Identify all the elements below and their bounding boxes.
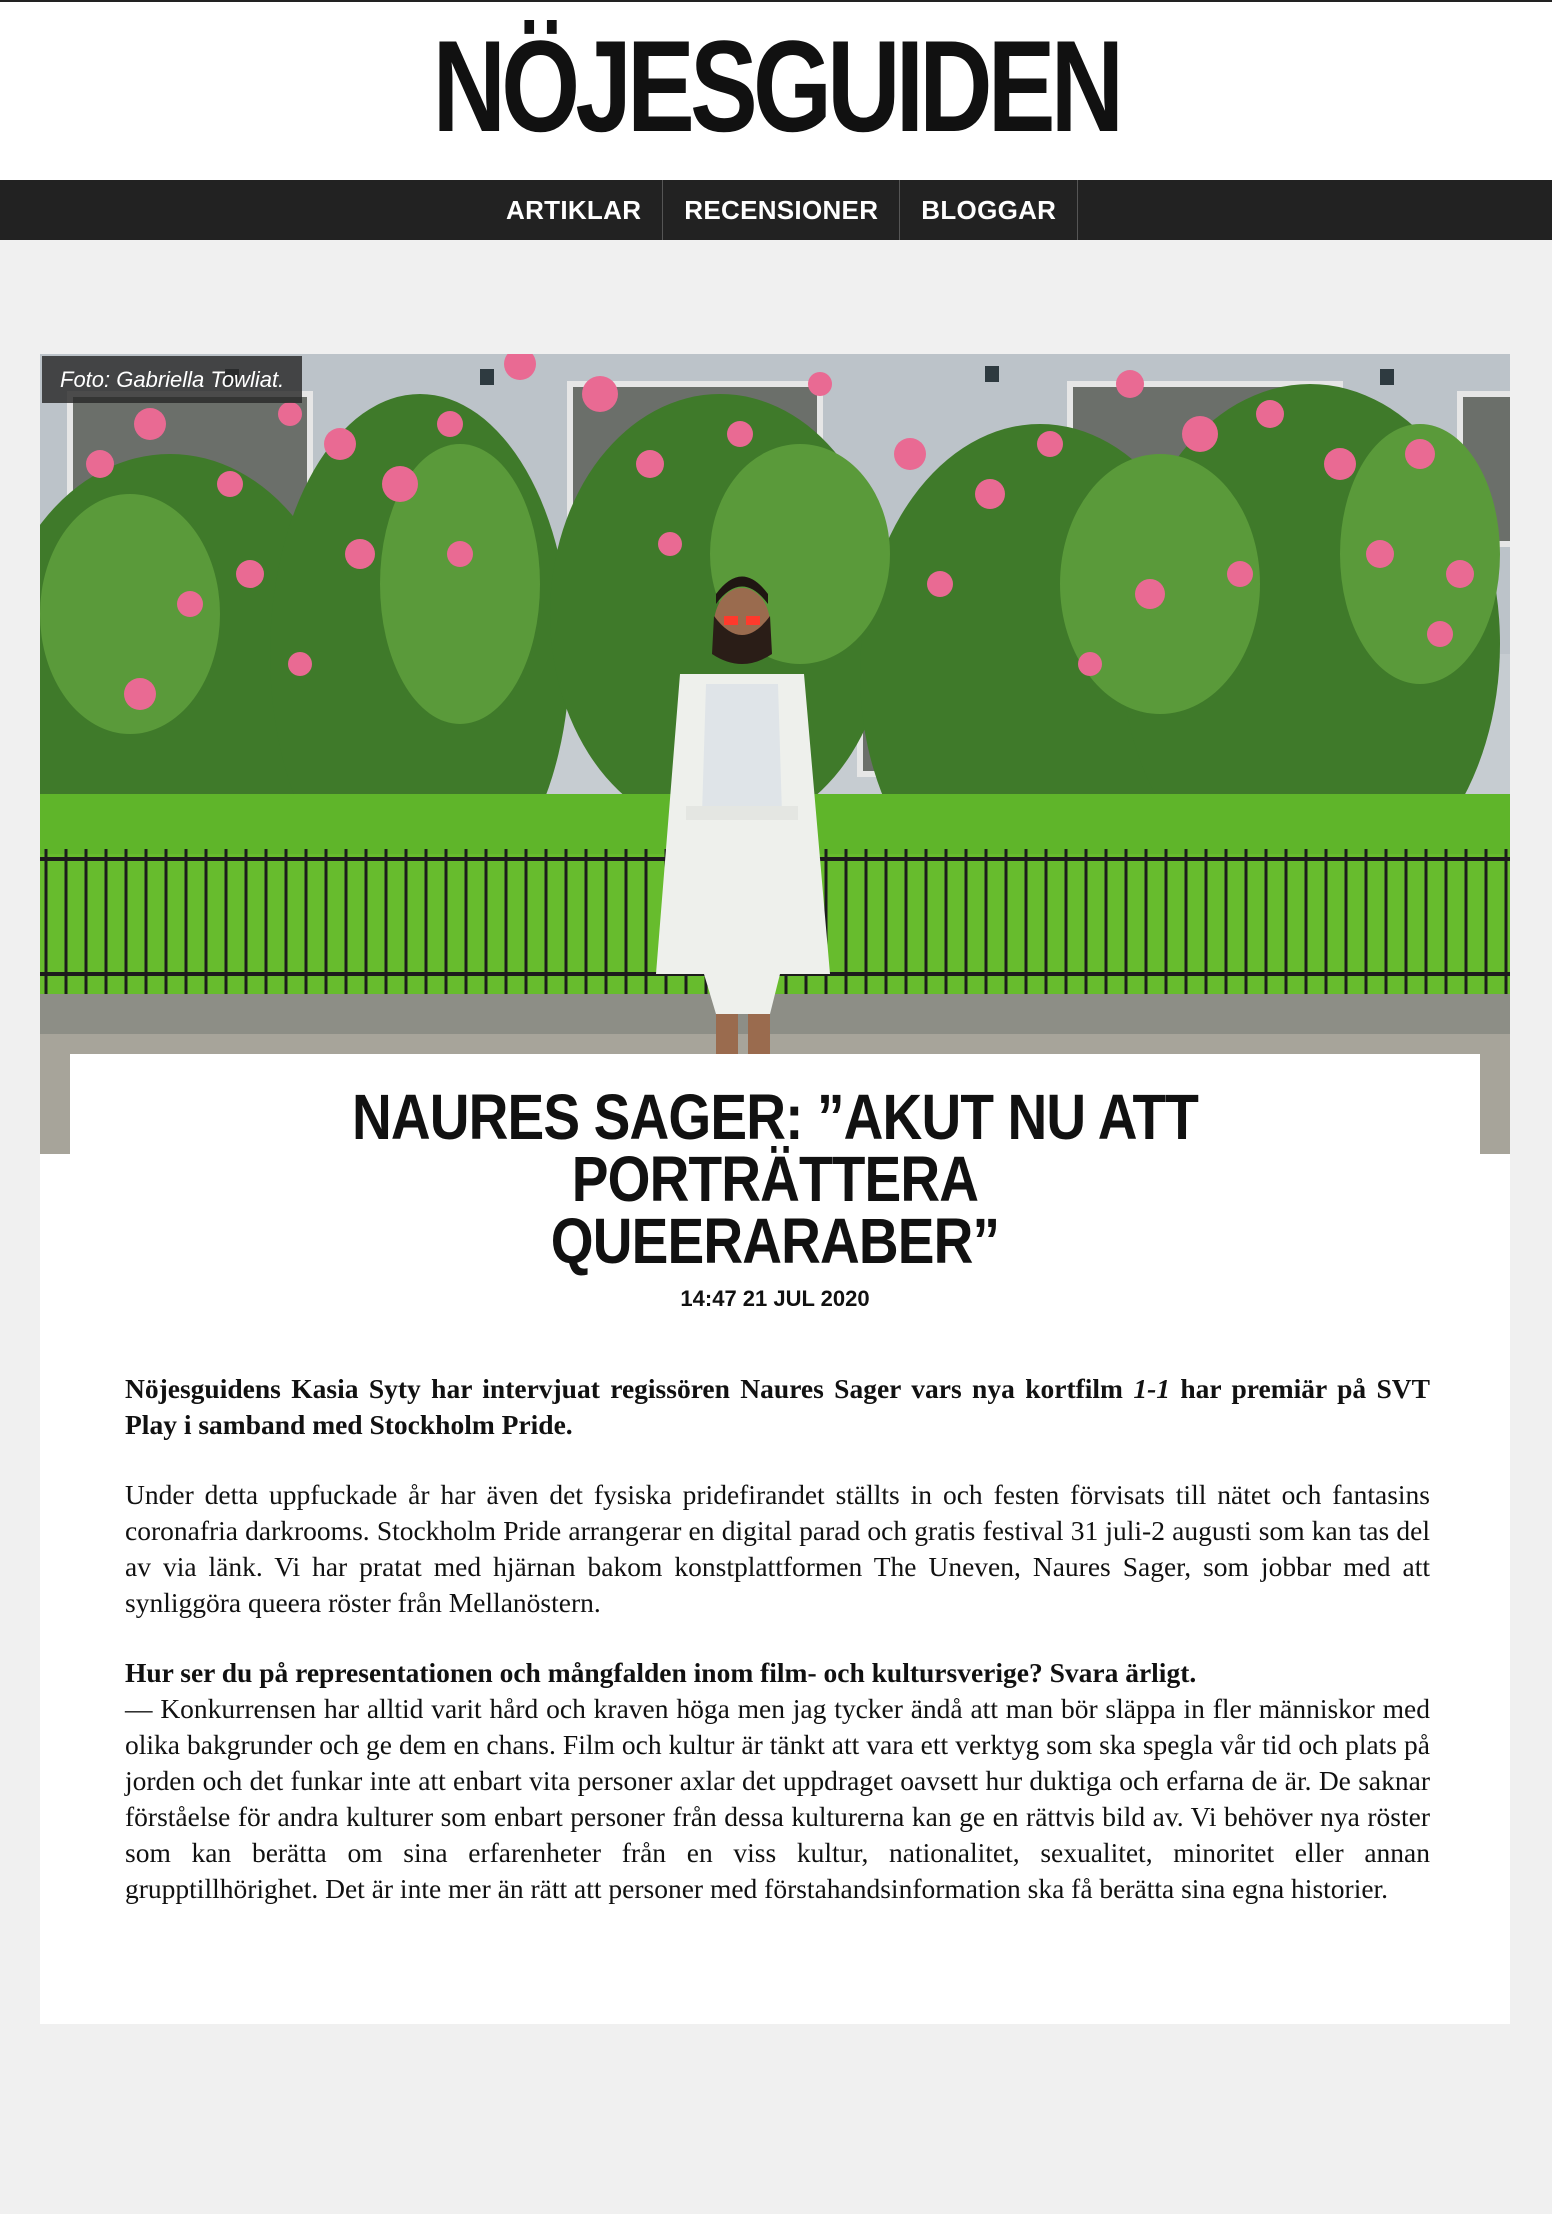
article-title-line1: NAURES SAGER: ”AKUT NU ATT PORTRÄTTERA (351, 1081, 1199, 1215)
nav-item-bloggar[interactable]: BLOGGAR (900, 180, 1078, 240)
site-logo[interactable]: NÖJESGUIDEN (432, 13, 1120, 159)
photo-credit: Foto: Gabriella Towliat. (42, 356, 302, 403)
nav-item-artiklar[interactable]: ARTIKLAR (485, 180, 663, 240)
interview-answer-1: — Konkurrensen har alltid varit hård och kraven höga men jag tycker ändå att man bör släppa in fler människor med olika bakgrunder och ge dem en chans. Film och kultur är tänkt att vara ett verktyg som ska spegla vår tid och plats på jorden och det funkar inte att enbart vita personer axlar det uppdraget oavsett hur duktiga och erfarna de är. De saknar förståelse för andra kulturer som enbart personer från dessa kulturerna kan ge en rättvis bild av. Vi behöver nya röster som kan berätta om sina erfarenheter från en viss kultur, nationalitet, sexualitet, minoritet eller annan grupptillhörighet. Det är inte mer än rätt att personer med förstahandsinformation ska få berätta sina egna historier. (125, 1693, 1430, 1904)
hero-photo-illustration (40, 354, 1510, 1154)
main-nav (0, 180, 1552, 240)
site-header (0, 0, 1552, 180)
article-body (125, 1371, 1430, 1941)
title-box (70, 1054, 1480, 1311)
interview-question-1: Hur ser du på representationen och mångfalden inom film- och kultursverige? Svara ärligt. (125, 1657, 1197, 1688)
lead-part1: Nöjesguidens Kasia Syty har intervjuat regissören Naures Sager vars nya kortfilm (125, 1373, 1134, 1404)
lead-film-title: 1-1 (1133, 1373, 1170, 1404)
article-card (40, 354, 1510, 2024)
article-date: 14:47 21 JUL 2020 (680, 1286, 870, 1311)
nav-item-recensioner[interactable]: RECENSIONER (663, 180, 900, 240)
interview-block (125, 1655, 1430, 1907)
article-title-line2: QUEERARABER” (550, 1205, 1000, 1277)
hero-photo (40, 354, 1510, 1154)
article-paragraph-1: Under detta uppfuckade år har även det fysiska pridefirandet ställts in och festen förvisats till nätet och fantasins coronafria darkrooms. Stockholm Pride arrangerar en digital parad och gratis festival 31 juli-2 augusti som kan tas del av via länk. Vi har pratat med hjärnan bakom konstplattformen The Uneven, Naures Sager, som jobbar med att synliggöra queera röster från Mellanöstern. (125, 1479, 1430, 1618)
lead-part2: har premiär på SVT Play i samband med Stockholm Pride. (125, 1373, 1430, 1440)
article-title (169, 1054, 1382, 1277)
nav-items (485, 180, 1078, 240)
article-lead (125, 1371, 1430, 1443)
